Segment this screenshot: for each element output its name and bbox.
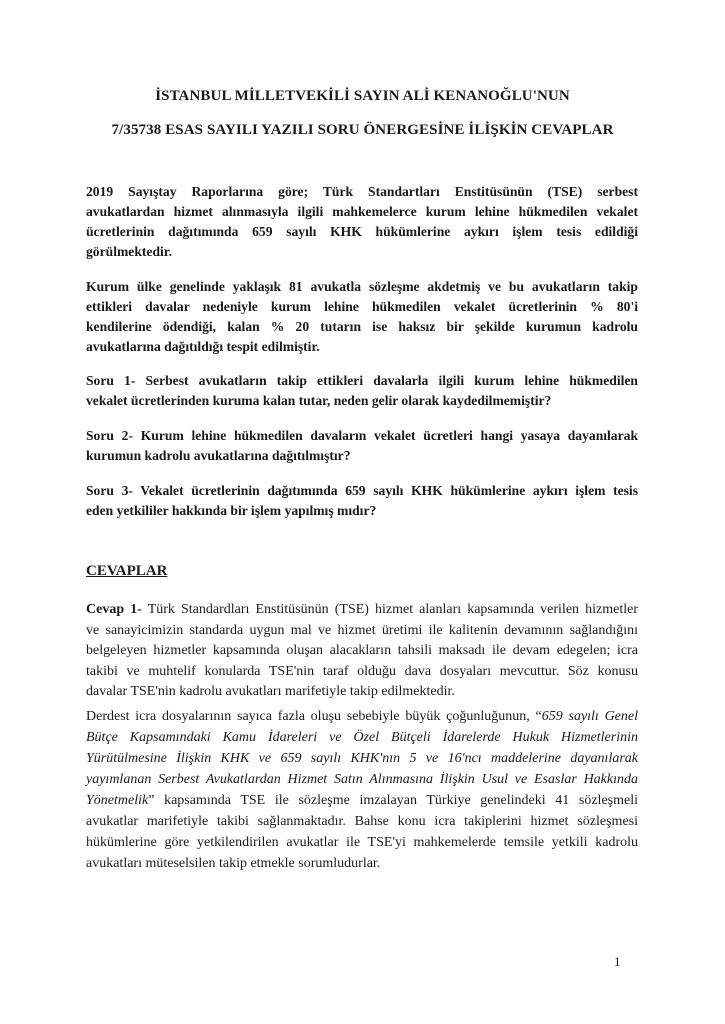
text-line: Soru 1- Serbest avukatların takip ettikleri davalarla ilgili kurum lehine hükmedilen bbox=[86, 373, 638, 388]
text-line bbox=[86, 706, 638, 727]
text-line: takibi ve muhtelif konularda TSE'nin taraf olduğu dava dosyaları mevcuttur. Söz konusu bbox=[86, 663, 638, 679]
document-title-line2: 7/35738 ESAS SAYILI YAZILI SORU ÖNERGESİNE İLİŞKİN CEVAPLAR bbox=[111, 122, 614, 138]
text-line: ettikleri davalar nedeniyle kurum lehine hükmedilen vekalet ücretlerinin % 80'i bbox=[86, 299, 638, 314]
text-line: avukatlarına dağıtıldığı tespit edilmiştir. bbox=[86, 339, 320, 354]
answer-1 bbox=[86, 600, 638, 703]
answer-2-line5-italic: Yönetmelik bbox=[86, 793, 149, 808]
text-line: avukatlar marifetiyle takibi sağlanmaktadır. Bahse konu icra takiplerini hizmet sözleşmesi bbox=[86, 814, 638, 829]
page-number: 1 bbox=[614, 954, 621, 969]
answer-1-line1: Türk Standardları Enstitüsünün (TSE) hizmet alanları kapsamında verilen hizmetler bbox=[141, 602, 638, 617]
text-line: görülmektedir. bbox=[86, 244, 172, 259]
intro-paragraph-1 bbox=[86, 182, 638, 262]
text-line: eden yetkililer hakkında bir işlem yapılmış mıdır? bbox=[86, 503, 377, 518]
text-line: belgeleyen hizmetler kapsamında oluşan alacakların tahsili maksadı ile devam edegelen; icra bbox=[86, 643, 638, 658]
text-line: yayımlanan Serbest Avukatlardan Hizmet Satın Alınmasına İlişkin Usul ve Esaslar Hakkında bbox=[86, 772, 638, 787]
text-line: ve sanayicimizin standarda uygun mal ve hizmet üretimi ile kalitenin devamının sağlandığını bbox=[86, 622, 638, 638]
text-line: Soru 3- Vekalet ücretlerinin dağıtımında 659 sayılı KHK hükümlerine aykırı işlem tesis bbox=[86, 483, 638, 498]
text-line: Soru 2- Kurum lehine hükmedilen davaların vekalet ücretleri hangi yasaya dayanılarak bbox=[86, 428, 638, 443]
text-line: avukatlardan hizmet alınmasıyla ilgili mahkemelerce kurum lehine hükmedilen vekalet bbox=[86, 204, 638, 219]
question-2 bbox=[86, 426, 638, 466]
answer-1-lead: Cevap 1- bbox=[86, 602, 142, 617]
text-line: davalar TSE'nin kadrolu avukatları marifetiyle takip edilmektedir. bbox=[86, 684, 455, 699]
text-line: 2019 Sayıştay Raporlarına göre; Türk Standartları Enstitüsünün (TSE) serbest bbox=[86, 184, 638, 199]
text-line: Kurum ülke genelinde yaklaşık 81 avukatla sözleşme akdetmiş ve bu avukatların takip bbox=[86, 279, 638, 294]
text-line: Yürütülmesine İlişkin KHK ve 659 sayılı KHK'nın 5 ve 16'ncı maddelerine dayanılarak bbox=[86, 751, 638, 766]
answer-2 bbox=[86, 706, 638, 874]
text-line: avukatları müteselsilen takip etmekle sorumludurlar. bbox=[86, 856, 381, 871]
text-line bbox=[86, 790, 638, 811]
text-line: kurumun kadrolu avukatlarına dağıtılmıştır? bbox=[86, 448, 351, 463]
answers-heading: CEVAPLAR bbox=[86, 563, 168, 579]
text-line: ücretlerinin dağıtımında 659 sayılı KHK hükümlerine aykırı işlem tesis edildiği bbox=[86, 224, 638, 239]
answer-2-line5-plain: ” kapsamında TSE ile sözleşme imzalayan Türkiye genelindeki 41 sözleşmeli bbox=[148, 793, 638, 808]
question-1 bbox=[86, 371, 638, 411]
text-line: hükümlerine göre yetkilendirilen avukatlar ile TSE'yi mahkemelerde temsile yetkili kadrolu bbox=[86, 835, 638, 850]
document-title-line1: İSTANBUL MİLLETVEKİLİ SAYIN ALİ KENANOĞLU'NUN bbox=[155, 88, 570, 104]
text-line bbox=[86, 600, 638, 621]
answer-2-line1-plain: Derdest icra dosyalarının sayıca fazla oluşu sebebiyle büyük çoğunluğunun, “ bbox=[86, 709, 542, 724]
text-line: Bütçe Kapsamındaki Kamu İdareleri ve Özel Bütçeli İdarelerde Hukuk Hizmetlerinin bbox=[86, 730, 638, 745]
text-line: kendilerine ödendiği, kalan % 20 tutarın ise haksız bir şekilde kurumun kadrolu bbox=[86, 319, 638, 334]
text-line: vekalet ücretlerinden kuruma kalan tutar, neden gelir olarak kaydedilmemiştir? bbox=[86, 393, 552, 408]
answer-2-line1-italic: 659 sayılı Genel bbox=[541, 709, 639, 724]
intro-paragraph-2 bbox=[86, 277, 638, 357]
question-3 bbox=[86, 481, 638, 521]
